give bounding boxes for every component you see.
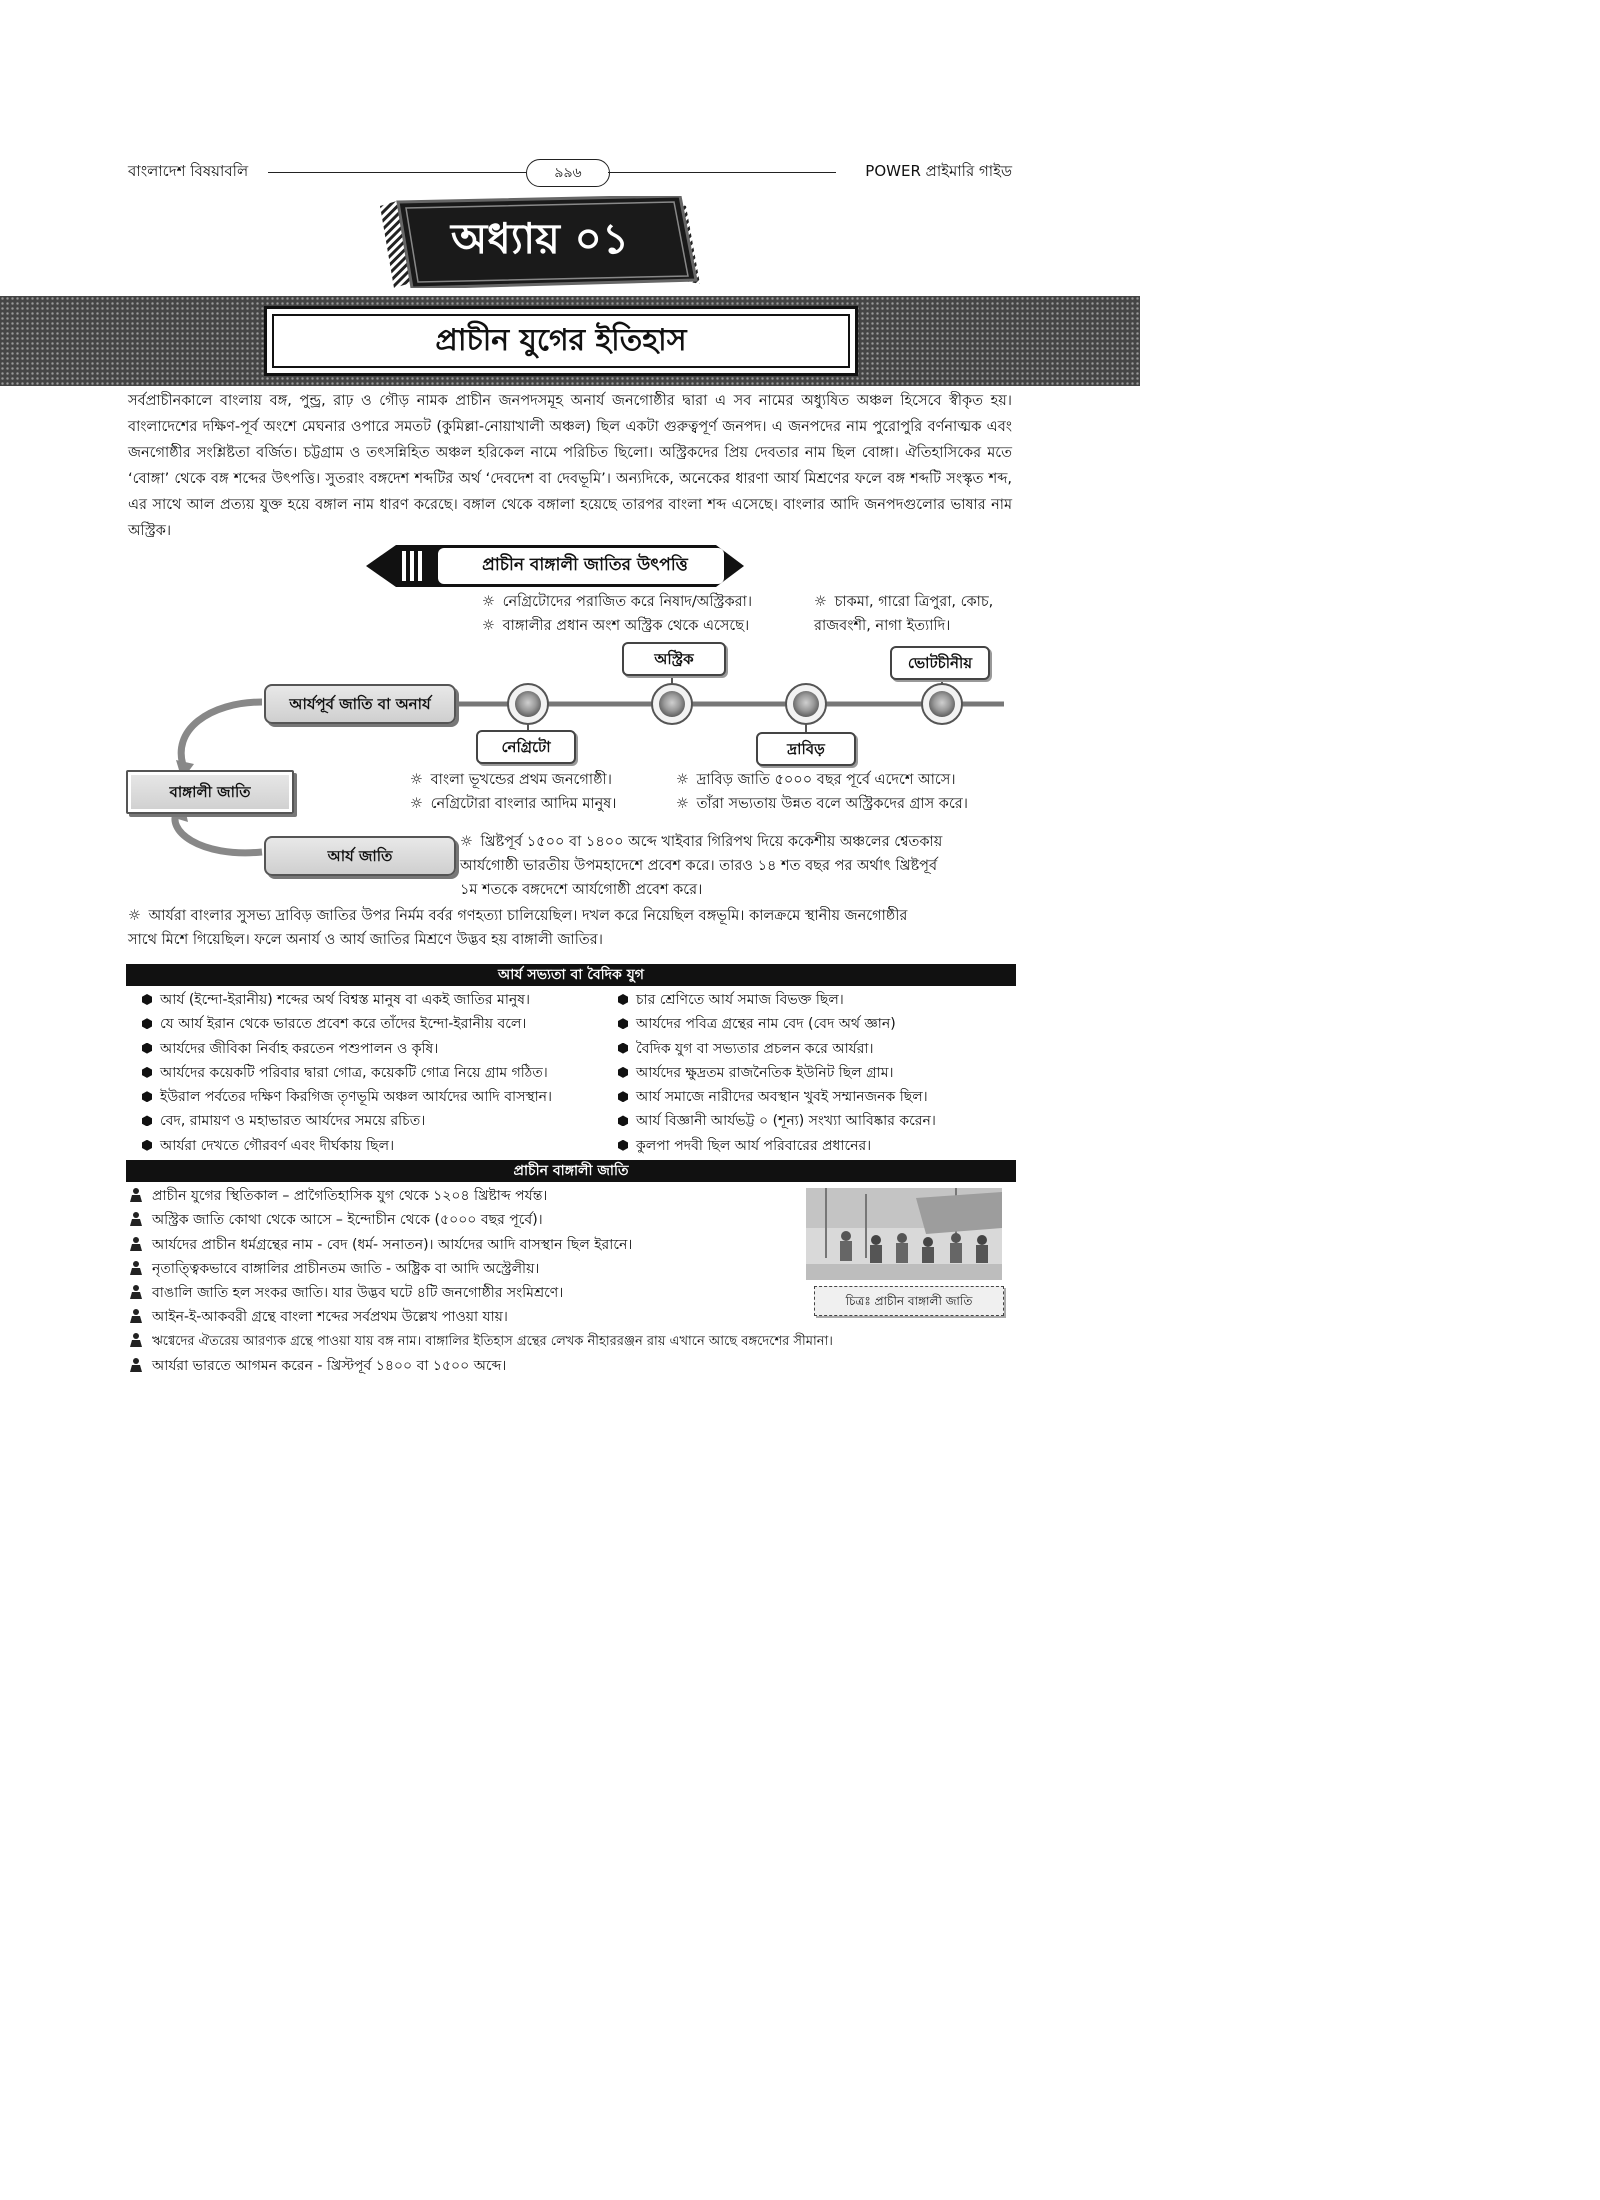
vedic-list-left	[142, 988, 612, 1158]
chapter-title: প্রাচীন যুগের ইতিহাস	[435, 323, 687, 358]
intro-paragraph: সর্বপ্রাচীনকালে বাংলায় বঙ্গ, পুন্ড্র, রাঢ় ও গৌড় নামক প্রাচীন জনপদসমূহ অনার্য জনগোষ্ঠীর দ্বারা এ সব নামের অধ্যুষিত অঞ্চল হিসেবে স্বীকৃত হয়। বাংলাদেশের দক্ষিণ-পূর্ব অংশে মেঘনার ওপারে সমতট (কুমিল্লা-নোয়াখালী অঞ্চল) ছিল একটা গুরুত্বপূর্ণ জনপদ। এ জনপদের নাম পুরোপুরি বর্ণনাত্মক এবং জনগোষ্ঠীর সংশ্লিষ্টতা বর্জিত। চট্টগ্রাম ও তৎসন্নিহিত অঞ্চল হরিকেল নামে পরিচিত ছিলো। অস্ট্রিকদের প্রিয় দেবতার নাম ছিল বোঙ্গা। ঐতিহাসিকের মতে ‘বোঙ্গা’ থেকে বঙ্গ শব্দের উৎপত্তি। সুতরাং বঙ্গদেশ শব্দটির অর্থ ‘দেবদেশ বা দেবভূমি’। অন্যদিকে, অনেকের ধারণা আর্য মিশ্রণের ফলে বঙ্গ শব্দটি সংস্কৃত শব্দ, এর সাথে আল প্রত্যয় যুক্ত হয়ে বঙ্গাল নাম ধারণ করেছে। বঙ্গাল থেকে বঙ্গালা হয়েছে তারপর বাংলা শব্দ এসেছে। বাংলার আদি জনপদগুলোর ভাষার নাম অস্ট্রিক।	[128, 393, 1012, 539]
note-line	[410, 768, 680, 792]
list-item: আর্যদের কয়েকটি পরিবার দ্বারা গোত্র, কয়েকটি গোত্র নিয়ে গ্রাম গঠিত।	[142, 1061, 612, 1085]
note-top-left	[482, 590, 802, 638]
sun-icon: ☼	[460, 834, 473, 850]
list-item: আর্য সমাজে নারীদের অবস্থান খুবই সম্মানজনক ছিল।	[618, 1085, 1016, 1109]
note-dravid	[676, 768, 1016, 816]
person-bullet-icon	[130, 1358, 142, 1372]
note-line	[128, 904, 1016, 928]
note-text: বাংলা ভূখন্ডের প্রথম জনগোষ্ঠী।	[430, 772, 612, 788]
label-dravid: দ্রাবিড়	[756, 732, 856, 766]
note-negrito	[410, 768, 680, 816]
page-number: ৯৯৬	[526, 159, 610, 187]
list-item: আর্যদের প্রাচীন ধর্মগ্রন্থের নাম - বেদ (ধর্ম- সনাতন)। আর্যদের আদি বাসস্থান ছিল ইরানে।	[130, 1233, 1010, 1257]
list-item: অস্ট্রিক জাতি কোথা থেকে আসে – ইন্দোচীন থেকে (৫০০০ বছর পূর্বে)।	[130, 1208, 1010, 1232]
note-line	[482, 614, 802, 638]
hexagon-bullet-icon	[618, 1043, 628, 1054]
note-text: নেগ্রিটোরা বাংলার আদিম মানুষ।	[430, 796, 617, 812]
header-book-title: POWER প্রাইমারি গাইড	[865, 162, 1012, 180]
hexagon-bullet-icon	[142, 1067, 152, 1078]
curve-arrow-top	[181, 702, 262, 768]
note-text: বাঙ্গালীর প্রধান অংশ অস্ট্রিক থেকে এসেছে।	[502, 618, 750, 634]
note-text: রাজবংশী, নাগা ইত্যাদি।	[814, 618, 951, 634]
note-line: ১ম শতকে বঙ্গদেশে আর্যগোষ্ঠী প্রবেশ করে।	[460, 882, 703, 898]
note-line	[482, 590, 802, 614]
list-item: বেদ, রামায়ণ ও মহাভারত আর্যদের সময়ে রচিত।	[142, 1109, 612, 1133]
curve-arrow-bottom	[175, 810, 262, 853]
note-text: নেগ্রিটোদের পরাজিত করে নিষাদ/অস্ট্রিকরা।	[502, 594, 753, 610]
note-line: আর্যগোষ্ঠী ভারতীয় উপমহাদেশে প্রবেশ করে। তারও ১৪ শত বছর পর অর্থাৎ খ্রিষ্টপূর্ব	[460, 858, 938, 874]
list-item: বৈদিক যুগ বা সভ্যতার প্রচলন করে আর্যরা।	[618, 1037, 1016, 1061]
list-item: আইন-ই-আকবরী গ্রন্থে বাংলা শব্দের সর্বপ্রথম উল্লেখ পাওয়া যায়।	[130, 1305, 1010, 1329]
person-bullet-icon	[130, 1309, 142, 1323]
list-item: আর্য (ইন্দো-ইরানীয়) শব্দের অর্থ বিশ্বস্ত মানুষ বা একই জাতির মানুষ।	[142, 988, 612, 1012]
sun-icon: ☼	[482, 594, 495, 610]
list-item: কুলপা পদবী ছিল আর্য পরিবারের প্রধানের।	[618, 1134, 1016, 1158]
list-item: যে আর্য ইরান থেকে ভারতে প্রবেশ করে তাঁদের ইন্দো-ইরানীয় বলে।	[142, 1012, 612, 1036]
list-item: ইউরাল পর্বতের দক্ষিণ কিরগিজ তৃণভূমি অঞ্চল আর্যদের আদি বাসস্থান।	[142, 1085, 612, 1109]
header-rule-left	[268, 172, 526, 173]
note-text: চাকমা, গারো ত্রিপুরা, কোচ,	[834, 594, 994, 610]
list-item: আর্যদের জীবিকা নির্বাহ করতেন পশুপালন ও কৃষি।	[142, 1037, 612, 1061]
note-line	[676, 768, 1016, 792]
ancient-heading: প্রাচীন বাঙ্গালী জাতি	[126, 1160, 1016, 1182]
vedic-list-right	[618, 988, 1016, 1158]
origin-conclusion	[128, 904, 1016, 952]
hexagon-bullet-icon	[142, 1140, 152, 1151]
person-bullet-icon	[130, 1285, 142, 1299]
photo-caption: চিত্রঃ প্রাচীন বাঙ্গালী জাতি	[814, 1286, 1004, 1316]
sun-icon: ☼	[482, 618, 495, 634]
label-aryan: আর্য জাতি	[264, 836, 456, 876]
person-bullet-icon	[130, 1333, 142, 1347]
list-item: নৃতাত্ত্বিকভাবে বাঙ্গালির প্রাচীনতম জাতি - অষ্ট্রিক বা আদি অস্ট্রেলীয়।	[130, 1257, 1010, 1281]
label-bhot-chinese: ভোটচীনীয়	[890, 646, 990, 680]
sun-icon: ☼	[410, 796, 423, 812]
sun-icon: ☼	[676, 772, 689, 788]
sun-icon: ☼	[128, 908, 141, 924]
person-bullet-icon	[130, 1237, 142, 1251]
header-rule-right	[608, 172, 836, 173]
label-negrito: নেগ্রিটো	[476, 730, 576, 764]
timeline-node-core	[659, 691, 685, 717]
timeline-node-core	[929, 691, 955, 717]
person-bullet-icon	[130, 1188, 142, 1202]
list-item: প্রাচীন যুগের স্থিতিকাল – প্রাগৈতিহাসিক যুগ থেকে ১২০৪ খ্রিষ্টাব্দ পর্যন্ত।	[130, 1184, 1010, 1208]
note-line: সাথে মিশে গিয়েছিল। ফলে অনার্য ও আর্য জাতির মিশ্রণে উদ্ভব হয় বাঙ্গালী জাতির।	[128, 932, 603, 948]
list-item: আর্যদের ক্ষুদ্রতম রাজনৈতিক ইউনিট ছিল গ্রাম।	[618, 1061, 1016, 1085]
hexagon-bullet-icon	[142, 1018, 152, 1029]
person-bullet-icon	[130, 1212, 142, 1226]
header-subject: বাংলাদেশ বিষয়াবলি	[128, 162, 249, 180]
label-bangali: বাঙ্গালী জাতি	[126, 770, 294, 814]
hexagon-bullet-icon	[142, 994, 152, 1005]
note-text: দ্রাবিড় জাতি ৫০০০ বছর পূর্বে এদেশে আসে।	[696, 772, 956, 788]
label-pre-aryan: আর্যপূর্ব জাতি বা অনার্য	[264, 684, 456, 724]
note-top-right	[814, 590, 1024, 638]
vedic-heading: আর্য সভ্যতা বা বৈদিক যুগ	[126, 964, 1016, 986]
label-austric: অস্ট্রিক	[622, 642, 726, 676]
list-item: আর্য বিজ্ঞানী আর্যভট্ট ০ (শূন্য) সংখ্যা আবিষ্কার করেন।	[618, 1109, 1016, 1133]
note-line	[814, 614, 1024, 638]
hexagon-bullet-icon	[142, 1043, 152, 1054]
note-line	[814, 590, 1024, 614]
list-item: আর্যদের পবিত্র গ্রন্থের নাম বেদ (বেদ অর্থ জ্ঞান)	[618, 1012, 1016, 1036]
hexagon-bullet-icon	[618, 1115, 628, 1126]
hexagon-bullet-icon	[142, 1091, 152, 1102]
hexagon-bullet-icon	[618, 1091, 628, 1102]
list-item: বাঙালি জাতি হল সংকর জাতি। যার উদ্ভব ঘটে ৪টি জনগোষ্ঠীর সংমিশ্রণে।	[130, 1281, 1010, 1305]
note-aryan	[460, 830, 1016, 902]
hexagon-bullet-icon	[618, 1140, 628, 1151]
note-text: তাঁরা সভ্যতায় উন্নত বলে অস্ট্রিকদের গ্রাস করে।	[696, 796, 968, 812]
sun-icon: ☼	[676, 796, 689, 812]
hexagon-bullet-icon	[618, 1018, 628, 1029]
sun-icon: ☼	[814, 594, 827, 610]
note-line	[460, 830, 1016, 854]
sun-icon: ☼	[410, 772, 423, 788]
origin-heading: প্রাচীন বাঙ্গালী জাতির উৎপত্তি	[482, 555, 688, 575]
note-text: আর্যরা বাংলার সুসভ্য দ্রাবিড় জাতির উপর নির্মম বর্বর গণহত্যা চালিয়েছিল। দখল করে নিয়েছিল বঙ্গভূমি। কালক্রমে স্থানীয় জনগোষ্ঠীর	[148, 908, 908, 924]
list-item: আর্যরা ভারতে আগমন করেন - খ্রিস্টপূর্ব ১৪০০ বা ১৫০০ অব্দে।	[130, 1354, 1010, 1378]
note-line	[676, 792, 1016, 816]
hexagon-bullet-icon	[618, 1067, 628, 1078]
person-bullet-icon	[130, 1261, 142, 1275]
list-item: চার শ্রেণিতে আর্য সমাজ বিভক্ত ছিল।	[618, 988, 1016, 1012]
list-item: ঋগ্বেদের ঐতরেয় আরণ্যক গ্রন্থে পাওয়া যায় বঙ্গ নাম। বাঙ্গালির ইতিহাস গ্রন্থের লেখক নীহাররঞ্জন রায় এখানে আছে বঙ্গদেশের সীমানা।	[130, 1330, 1010, 1354]
chapter-number: অধ্যায় ০১	[450, 214, 630, 263]
note-line	[410, 792, 680, 816]
list-item: আর্যরা দেখতে গৌরবর্ণ এবং দীর্ঘকায় ছিল।	[142, 1134, 612, 1158]
hexagon-bullet-icon	[618, 994, 628, 1005]
ancient-people-photo	[806, 1188, 1002, 1280]
note-text: খ্রিষ্টপূর্ব ১৫০০ বা ১৪০০ অব্দে খাইবার গিরিপথ দিয়ে ককেশীয় অঞ্চলের শ্বেতকায়	[480, 834, 943, 850]
hexagon-bullet-icon	[142, 1115, 152, 1126]
timeline-node-core	[515, 691, 541, 717]
timeline-node-core	[793, 691, 819, 717]
